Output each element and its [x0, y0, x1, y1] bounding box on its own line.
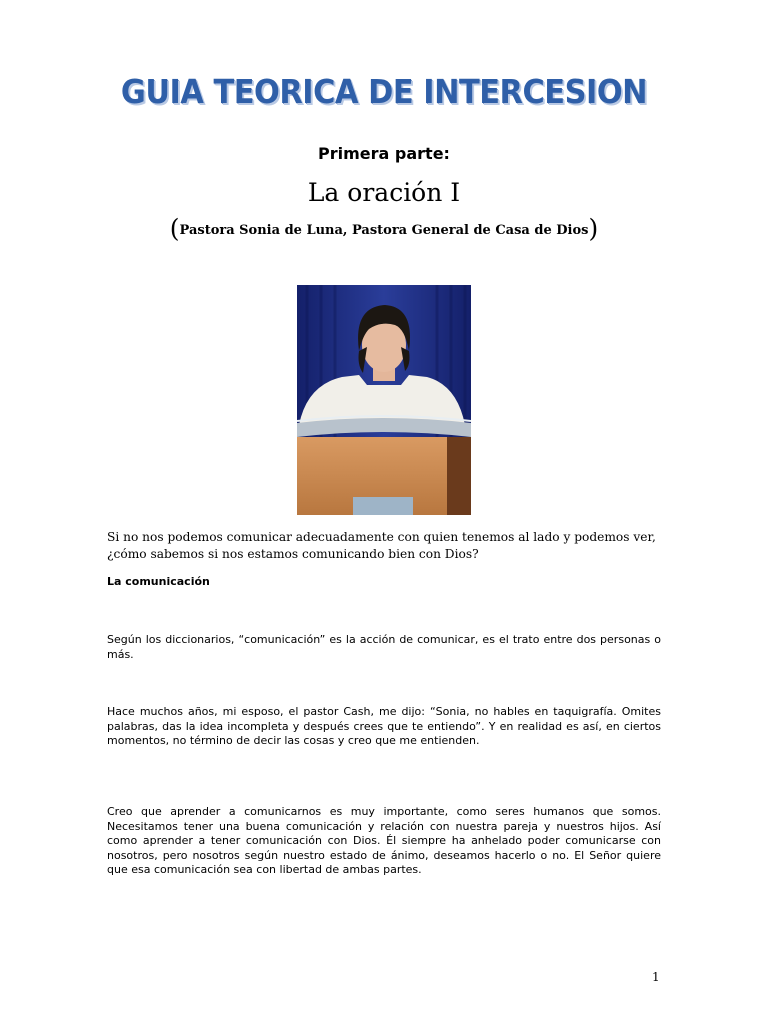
author-close-paren: )	[588, 214, 599, 243]
pastor-photo	[297, 285, 471, 515]
document-title: GUIA TEORICA DE INTERCESION	[120, 72, 648, 111]
author-open-paren: (	[169, 214, 180, 243]
part-heading: Primera parte:	[318, 144, 450, 163]
author-line	[0, 214, 768, 243]
intro-question: Si no nos podemos comunicar adecuadamente con quien tenemos al lado y podemos ver, ¿cómo sabemos si nos estamos comunicando bien con Dios?	[107, 530, 656, 561]
section-title: La oración I	[307, 178, 461, 207]
paragraph: Creo que aprender a comunicarnos es muy importante, como seres humanos que somos. Necesitamos tener una buena comunicación y relación con nuestra pareja y nuestros hijos. Así como aprender a tener comunicación con Dios. Él siempre ha anhelado poder comunicarse con nosotros, pero nosotros según nuestro estado de ánimo, deseamos hacerlo o no. El Señor quiere que esa comunicación sea con libertad de ambas partes.	[107, 805, 661, 876]
paragraph: Hace muchos años, mi esposo, el pastor Cash, me dijo: “Sonia, no hables en taquigrafía. Omites palabras, das la idea incompleta y después crees que te entiendo”. Y en realidad es así, en ciertos momentos, no término de decir las cosas y creo que me entienden.	[107, 705, 661, 747]
paragraph: Según los diccionarios, “comunicación” es la acción de comunicar, es el trato entre dos personas o más.	[107, 633, 661, 661]
subheading-comunicacion: La comunicación	[107, 575, 210, 588]
author-name: Pastora Sonia de Luna, Pastora General de Casa de Dios	[179, 223, 589, 238]
page-number: 1	[652, 970, 660, 984]
